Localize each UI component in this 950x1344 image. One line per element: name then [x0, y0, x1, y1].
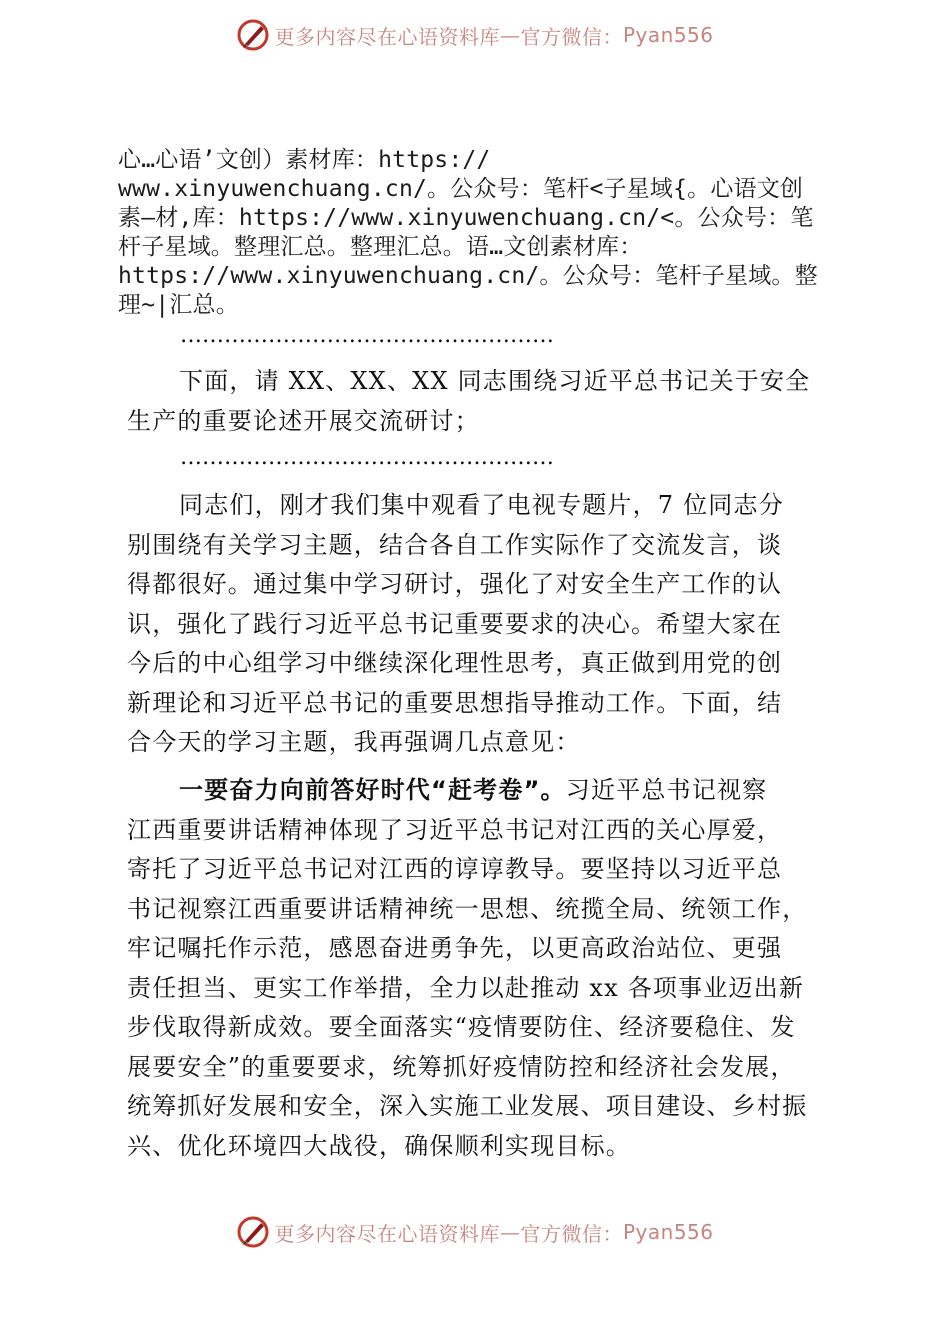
paragraph-line: 合今天的学习主题，我再强调几点意见： — [127, 728, 581, 756]
banner-text-cn: 更多内容尽在心语资料库 — [274, 24, 500, 49]
paragraph-line: 识，强化了践行习近平总书记重要要求的决心。希望大家在 — [127, 609, 783, 638]
banner-separator: — — [499, 1220, 521, 1244]
paragraph-line: 步伐取得新成效。要全面落实“疫情要防住、经济要稳住、发 — [127, 1013, 796, 1041]
intro-source-text — [118, 146, 818, 320]
paragraph-line: 江西重要讲话精神体现了习近平总书记对江西的关心厚爱， — [127, 815, 783, 844]
paragraph-line: 同志们，刚才我们集中观看了电视专题片，7 位同志分 — [179, 491, 784, 519]
intro-line: 素—材,库：https://www.xinyuwenchuang.cn/<。公众号：笔 — [118, 205, 814, 231]
paragraph-line: 新理论和习近平总书记的重要思想指导推动工作。下面，结 — [127, 688, 783, 717]
paragraph-line: 今后的中心组学习中继续深化理性思考，真正做到用党的创 — [127, 649, 783, 677]
pen-logo-icon — [236, 18, 270, 52]
paragraph-line: 牢记嘱托作示范，感恩奋进勇争先，以更高政治站位、更强 — [127, 934, 783, 962]
paragraph-line: 别围绕有关学习主题，结合各自工作实际作了交流发言，谈 — [127, 530, 783, 559]
intro-line: 心…心语’文创）素材库：https:// — [118, 147, 491, 173]
header-watermark-banner — [0, 15, 950, 55]
banner-separator: — — [499, 23, 521, 47]
paragraph-line: 统筹抓好发展和安全，深入实施工业发展、项目建设、乡村振 — [127, 1092, 808, 1120]
banner-text-cn2: 官方微信： — [520, 24, 623, 49]
paragraph-line: 展要安全”的重要要求，统筹抓好疫情防控和经济社会发展， — [127, 1052, 796, 1081]
banner-wechat-id: Pyan556 — [622, 23, 714, 47]
banner-wechat-id: Pyan556 — [622, 1220, 714, 1244]
intro-line: 理~|汇总。 — [118, 292, 239, 318]
pen-logo-icon — [236, 1215, 270, 1249]
ellipsis-separator: …………………………………………… — [180, 445, 554, 470]
footer-watermark-banner — [0, 1212, 950, 1252]
paragraph-first-line — [127, 771, 797, 811]
paragraph-line: 责任担当、更实工作举措，全力以赴推动 xx 各项事业迈出新 — [127, 973, 805, 1002]
banner-text-cn2: 官方微信： — [520, 1221, 623, 1246]
paragraph-point-one — [127, 771, 808, 1166]
paragraph-line: 下面，请 XX、XX、XX 同志围绕习近平总书记关于安全 — [179, 367, 811, 395]
intro-line: 杆子星域。整理汇总。整理汇总。语…文创素材库： — [118, 234, 643, 260]
intro-line: www.xinyuwenchuang.cn/。公众号：笔杆<子星域{。心语文创 — [118, 176, 804, 202]
paragraph-discussion — [127, 362, 811, 441]
paragraph-text: 习近平总书记视察 — [565, 776, 768, 804]
paragraph-line: 书记视察江西重要讲话精神统一思想、统揽全局、统领工作， — [127, 894, 808, 923]
ellipsis-separator: …………………………………………… — [180, 323, 554, 348]
point-heading: 一要奋力向前答好时代“赶考卷”。 — [179, 776, 566, 804]
intro-line: https://www.xinyuwenchuang.cn/。公众号：笔杆子星域。整 — [118, 263, 818, 289]
paragraph-line: 寄托了习近平总书记对江西的谆谆教导。要坚持以习近平总 — [127, 855, 783, 883]
paragraph-line: 生产的重要论述开展交流研讨； — [127, 406, 480, 435]
paragraph-line: 得都很好。通过集中学习研讨，强化了对安全生产工作的认 — [127, 570, 783, 598]
paragraph-line: 兴、优化环境四大战役，确保顺利实现目标。 — [127, 1131, 631, 1160]
paragraph-summary — [127, 486, 797, 763]
banner-text-cn: 更多内容尽在心语资料库 — [274, 1221, 500, 1246]
